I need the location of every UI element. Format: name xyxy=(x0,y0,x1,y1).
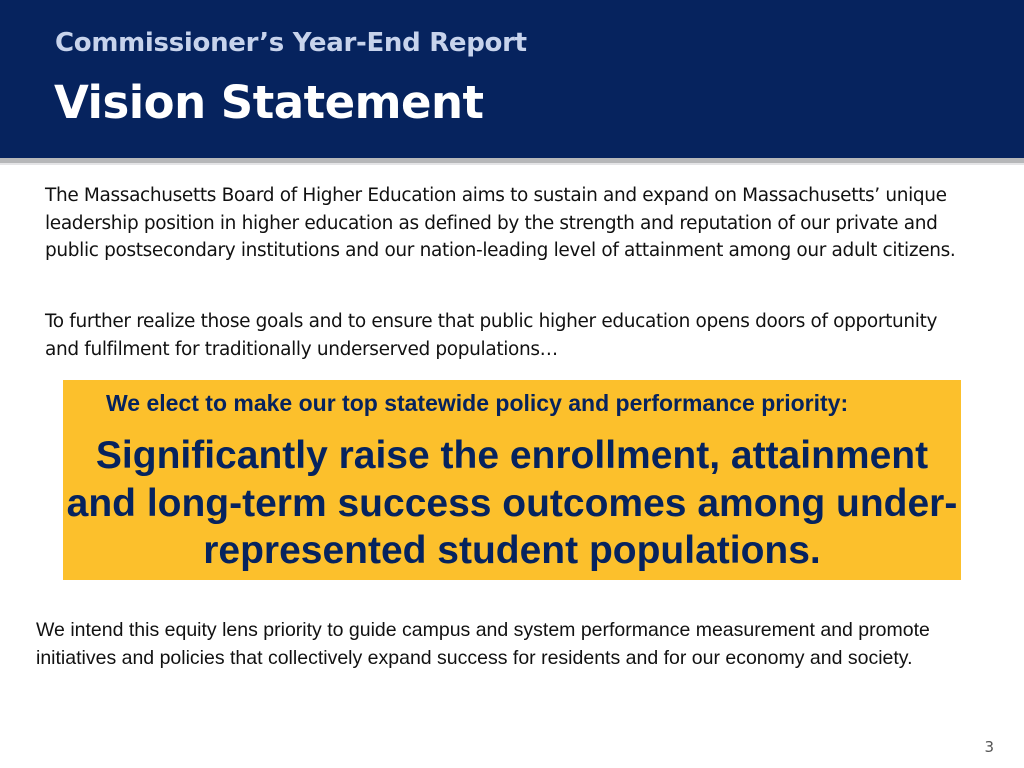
intro-paragraph: The Massachusetts Board of Higher Education aims to sustain and expand on Massachusetts’ unique leadership position in higher education as defined by the strength and reputation of our private and public postsecondary institutions and our nation-leading level of attainment among our adult citizens. xyxy=(45,185,956,261)
closing-paragraph: We intend this equity lens priority to guide campus and system performance measurement and promote initiatives and policies that collectively expand success for residents and for our economy and society. xyxy=(36,619,930,669)
header-banner xyxy=(0,0,1024,158)
goals-paragraph: To further realize those goals and to ensure that public higher education opens doors of opportunity and fulfilment for traditionally underserved populations… xyxy=(45,311,938,360)
slide-title: Vision Statement xyxy=(54,76,484,129)
report-kicker: Commissioner’s Year-End Report xyxy=(55,28,527,58)
page-number: 3 xyxy=(984,738,994,756)
callout-lead-text: We elect to make our top statewide policy and performance priority: xyxy=(106,390,849,416)
header-divider-light xyxy=(0,163,1024,165)
priority-statement: Significantly raise the enrollment, attainment and long-term success outcomes among under-represented student populations. xyxy=(66,434,958,572)
